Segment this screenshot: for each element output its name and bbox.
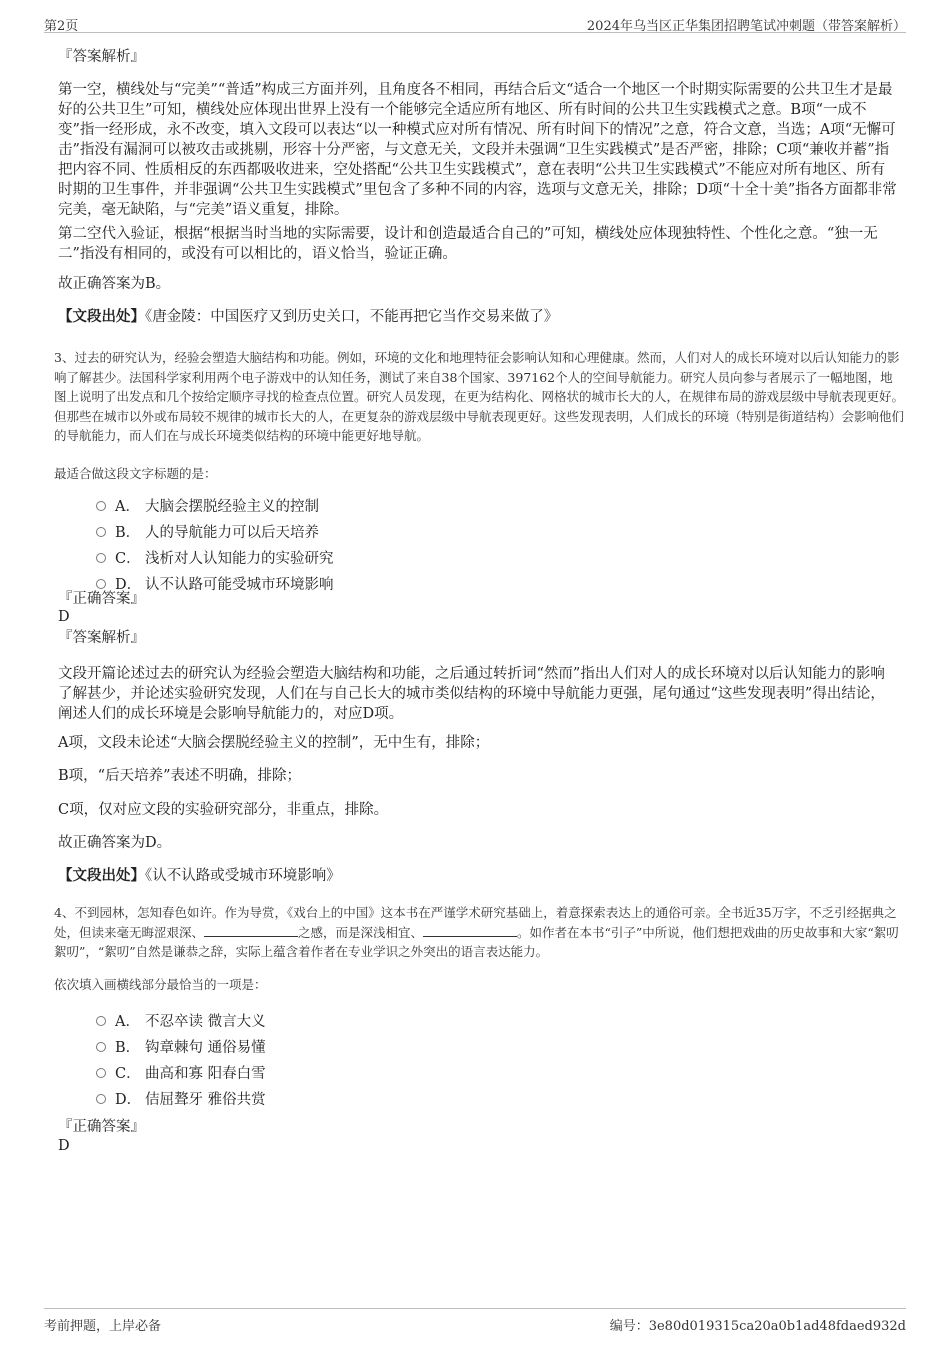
q3-option-d[interactable]: D． 认不认路可能受城市环境影响 xyxy=(96,575,334,595)
q2-analysis-para2: 第二空代入验证，根据“根据当时当地的实际需要，设计和创造最适合自己的”可知，横线处应体现独特性、个性化之意。“独一无二”指没有相同的，或没有可以相比的，语义恰当，验证正确。 xyxy=(58,226,878,262)
q3-stem: 3、过去的研究认为，经验会塑造大脑结构和功能。例如，环境的文化和地理特征会影响认知和心理健康。然而，人们对人的成长环境对以后认知能力的影响了解甚少。法国科学家利用两个电子游戏中的认知任务，测试了来自38个国家、397162个人的空间导航能力。研究人员向参与者展示了一幅地图，地图上说明了出发点和几个按给定顺序寻找的检查点位置。研究人员发现，在更为结构化、网格状的城市长大的人，在规律布局的游戏层级中导航表现更好。但那些在城市以外或布局较不规律的城市长大的人，在更复杂的游戏层级中导航表现更好。这些发现表明，人们成长的环境（特别是街道结构）会影响他们的导航能力，而人们在与成长环境类似结构的环境中能更好地导航。 xyxy=(54,350,905,443)
q4-option-c[interactable]: C． 曲高和寡 阳春白雪 xyxy=(96,1064,266,1084)
q4-option-d[interactable]: D． 佶屈聱牙 雅俗共赏 xyxy=(96,1090,266,1110)
q4-prompt: 依次填入画横线部分最恰当的一项是： xyxy=(54,977,267,992)
q4-answer-label: 『正确答案』 xyxy=(58,1119,145,1135)
radio-icon[interactable] xyxy=(96,579,106,589)
document-id: 编号：3e80d019315ca20a0b1ad48fdaed932d xyxy=(609,1319,906,1334)
q3-analysis-para4: C项，仅对应文段的实验研究部分，非重点，排除。 xyxy=(58,802,389,818)
fill-blank-1 xyxy=(204,924,298,937)
q3-option-c[interactable]: C． 浅析对人认知能力的实验研究 xyxy=(96,549,334,569)
radio-icon[interactable] xyxy=(96,1016,106,1026)
q4-option-a[interactable]: A． 不忍卒读 微言大义 xyxy=(96,1012,266,1032)
source-text: 《唐金陵：中国医疗又到历史关口，不能再把它当作交易来做了》 xyxy=(145,309,559,325)
page-footer xyxy=(44,1308,906,1333)
fill-blank-2 xyxy=(423,924,517,937)
q3-prompt: 最适合做这段文字标题的是： xyxy=(54,466,217,481)
q2-analysis-label: 『答案解析』 xyxy=(58,49,145,65)
q3-analysis-label: 『答案解析』 xyxy=(58,630,145,646)
q4-stem: 4、不到园林，怎知春色如许。作为导赏，《戏台上的中国》这本书在严谨学术研究基础上，着意探索表达上的通俗可亲。全书近35万字，不乏引经据典之处，但读来毫无晦涩艰深、 之感，而是深浅相宜、 。如作者在本书“引子”中所说，他们想把戏曲的历史故事和大家“絮叨絮叨”，“絮叨”自然是谦恭之辞，实际上蕴含着作者在专业学识之外突出的语言表达能力。 xyxy=(54,905,899,959)
q4-answer: D xyxy=(58,1138,70,1154)
q3-conclusion: 故正确答案为D。 xyxy=(58,835,172,851)
source-text: 《认不认路或受城市环境影响》 xyxy=(145,868,341,884)
source-label: 【文段出处】 xyxy=(58,867,145,884)
q2-conclusion: 故正确答案为B。 xyxy=(58,276,171,292)
q3-answer: D xyxy=(58,609,70,625)
page-header xyxy=(44,12,906,33)
radio-icon[interactable] xyxy=(96,1042,106,1052)
radio-icon[interactable] xyxy=(96,1068,106,1078)
q3-analysis-para2: A项，文段未论述“大脑会摆脱经验主义的控制”，无中生有，排除； xyxy=(58,735,490,751)
radio-icon[interactable] xyxy=(96,527,106,537)
q4-option-b[interactable]: B． 钩章棘句 通俗易懂 xyxy=(96,1038,266,1058)
radio-icon[interactable] xyxy=(96,501,106,511)
footer-slogan: 考前押题，上岸必备 xyxy=(44,1319,162,1334)
source-label: 【文段出处】 xyxy=(58,308,145,325)
document-title: 2024年乌当区正华集团招聘笔试冲刺题（带答案解析） xyxy=(586,19,906,34)
q3-answer-label: 『正确答案』 xyxy=(58,591,145,607)
radio-icon[interactable] xyxy=(96,1094,106,1104)
q2-analysis-para1: 第一空，横线处与“完美”“普适”构成三方面并列，且角度各不相同，再结合后文“适合一个地区一个时期实际需要的公共卫生才是最好的公共卫生”可知，横线处应体现出世界上没有一个能够完全适应所有地区、所有时间的公共卫生实践模式之意。B项“一成不变”指一经形成，永不改变，填入文段可以表达“以一种模式应对所有情况、所有时间下的情况”之意，符合文意，当选；A项“无懈可击”指没有漏洞可以被攻击或挑剔，形容十分严密，与文意无关，文段并未强调“卫生实践模式”是否严密，排除；C项“兼收并蓄”指把内容不同、性质相反的东西都吸收进来，空处搭配“公共卫生实践模式”，意在表明“公共卫生实践模式”不能应对所有地区、所有时期的卫生事件，并非强调“公共卫生实践模式”里包含了多种不同的内容，选项与文意无关，排除；D项“十全十美”指各方面都非常完美，毫无缺陷，与“完美”语义重复，排除。 xyxy=(58,82,897,218)
q3-source xyxy=(58,866,341,886)
q3-analysis-para3: B项，“后天培养”表述不明确，排除； xyxy=(58,768,301,784)
q3-option-a[interactable]: A． 大脑会摆脱经验主义的控制 xyxy=(96,497,319,517)
q2-source xyxy=(58,307,558,327)
radio-icon[interactable] xyxy=(96,553,106,563)
q3-analysis-para1: 文段开篇论述过去的研究认为经验会塑造大脑结构和功能，之后通过转折词“然而”指出人们对人的成长环境对以后认知能力的影响了解甚少，并论述实验研究发现，人们在与自己长大的城市类似结构的环境中导航能力更强，尾句通过“这些发现表明”得出结论，阐述人们的成长环境是会影响导航能力的，对应D项。 xyxy=(58,666,885,722)
page-number: 第2页 xyxy=(44,19,79,34)
q3-option-b[interactable]: B． 人的导航能力可以后天培养 xyxy=(96,523,319,543)
